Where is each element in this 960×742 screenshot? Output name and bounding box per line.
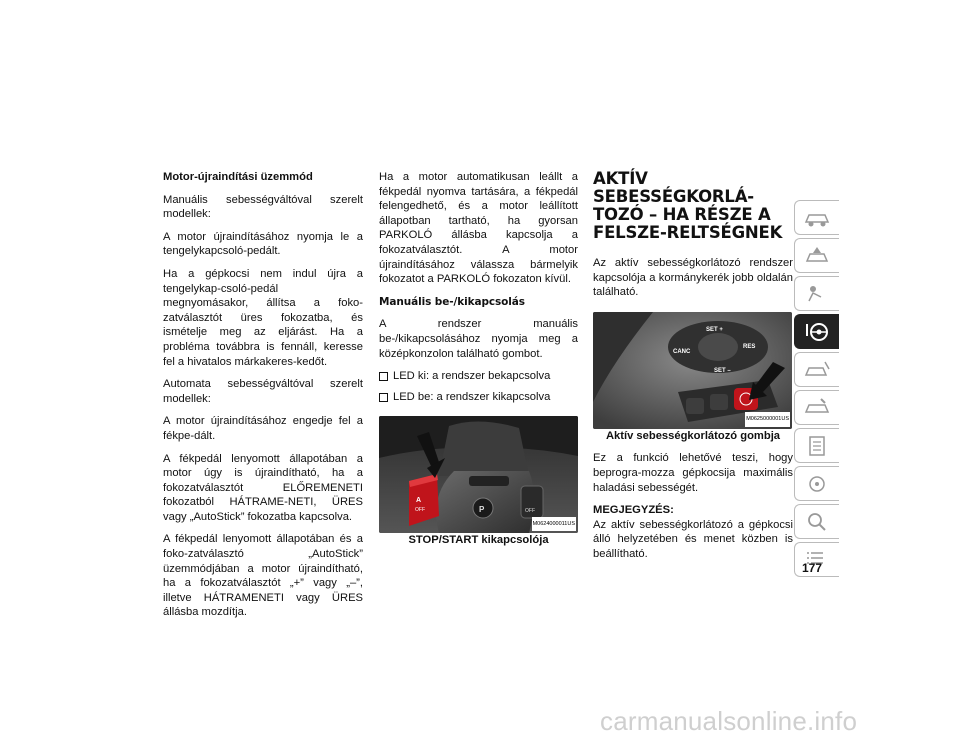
paragraph: A motor újraindításához nyomja le a tengelykapcsoló-pedált. <box>163 230 363 258</box>
car-dashboard-icon <box>803 207 831 229</box>
multimedia-icon <box>803 473 831 495</box>
list-item <box>379 390 578 405</box>
watermark: carmanualsonline.info <box>600 706 858 736</box>
tab-search[interactable] <box>794 504 839 539</box>
car-crash-icon <box>803 359 831 381</box>
image-code: M0625000001US <box>745 412 790 427</box>
checkbox-bullet-icon <box>379 372 388 381</box>
image-caption: STOP/START kikapcsolója <box>408 534 549 547</box>
button-label: RES <box>743 343 756 350</box>
tab-service[interactable] <box>794 390 839 425</box>
paragraph: Ha a gépkocsi nem indul újra a tengelykap-csoló-pedál megnyomásakor, állítsa a foko-zatválasztót üres fokozatba, és ismételje meg az eljárást. Ha a probléma továbbra is fennáll, keresse fel a hivatalos márkakeres-kedőt. <box>163 267 363 368</box>
paragraph: A fékpedál lenyomott állapotában a motor úgy is újraindítható, ha a fokozatválasztót ELŐREMENETI fokozatból HÁTRAME-NETI, ÜRES vagy „AutoStick” fokozatba kapcsolva. <box>163 452 363 523</box>
list-item-text: LED be: a rendszer kikapcsolva <box>393 390 551 403</box>
section-heading: Manuális be-/kikapcsolás <box>379 295 525 308</box>
paragraph: Manuális sebességváltóval szerelt modellek: <box>163 193 363 221</box>
car-service-icon <box>803 397 831 419</box>
image-code: M0624000011US <box>532 517 576 532</box>
paragraph: Az aktív sebességkorlátozó rendszer kapcsolója a kormánykerék jobb oldalán található. <box>593 257 793 299</box>
car-safety-icon <box>803 283 831 305</box>
image-caption: Aktív sebességkorlátozó gombja <box>605 429 781 442</box>
tab-multimedia[interactable] <box>794 466 839 501</box>
button-label: SET + <box>706 326 723 333</box>
search-icon <box>803 511 831 533</box>
paragraph: Ha a motor automatikusan leállt a fékpedál nyomva tartására, a fékpedál felengedhető, és a motor leállított állapotban tartható, ha gyorsan PARKOLÓ állásba kapcsolja a fokozatválasztót. A motor újraindításához válassza bármelyik fokozatot a PARKOLÓ fokozaton kívül. <box>379 171 578 286</box>
tab-warnings[interactable] <box>794 238 839 273</box>
speed-limiter-button-photo <box>593 312 792 429</box>
button-label: OFF <box>525 508 535 515</box>
paragraph: Automata sebességváltóval szerelt modellek: <box>163 378 363 405</box>
paragraph: A motor újraindításához engedje fel a fékpe-dált. <box>163 415 363 442</box>
tab-safety[interactable] <box>794 276 839 311</box>
tab-dashboard[interactable] <box>794 200 839 235</box>
chapter-tabs <box>794 200 840 580</box>
car-warning-icon <box>803 245 831 267</box>
column-1 <box>163 170 363 628</box>
tab-specs[interactable] <box>794 428 839 463</box>
checkbox-bullet-icon <box>379 393 388 402</box>
steering-wheel-icon <box>803 320 831 344</box>
button-label: OFF <box>415 507 425 514</box>
column-3 <box>593 170 793 570</box>
note-heading: MEGJEGYZÉS: <box>593 504 674 517</box>
specifications-icon <box>803 435 831 457</box>
button-label: SET – <box>714 367 731 374</box>
park-label: P <box>479 505 485 515</box>
paragraph: Ez a funkció lehetővé teszi, hogy beprogra-mozza gépkocsija maximális haladási sebességét. <box>593 452 793 494</box>
page-number: 177 <box>802 561 823 575</box>
tab-emergency[interactable] <box>794 352 839 387</box>
list-item-text: LED ki: a rendszer bekapcsolva <box>393 370 551 383</box>
tab-driving[interactable] <box>794 314 839 349</box>
note-text: Az aktív sebességkorlátozó a gépkocsi álló helyzetében és menet közben is beállítható. <box>593 518 793 560</box>
paragraph: A rendszer manuális be-/kikapcsolásához nyomja meg a középkonzolon található gombot. <box>379 318 578 360</box>
button-label: A <box>416 497 422 505</box>
stop-start-switch-photo <box>379 416 578 533</box>
column-2 <box>379 170 578 556</box>
button-label: CANC <box>673 348 691 355</box>
section-title: AKTÍV SEBESSÉGKORLÁ-TOZÓ – HA RÉSZE A FELSZE-RELTSÉGNEK <box>593 169 783 242</box>
section-heading: Motor-újraindítási üzemmód <box>163 171 313 183</box>
list-item <box>379 369 578 384</box>
paragraph: A fékpedál lenyomott állapotában és a foko-zatválasztó „AutoStick” üzemmódjában a motor újraindítható, ha a fokozatválasztót „+” vagy „–”, illetve HÁTRAMENETI vagy ÜRES állásba mozdítja. <box>163 533 363 619</box>
